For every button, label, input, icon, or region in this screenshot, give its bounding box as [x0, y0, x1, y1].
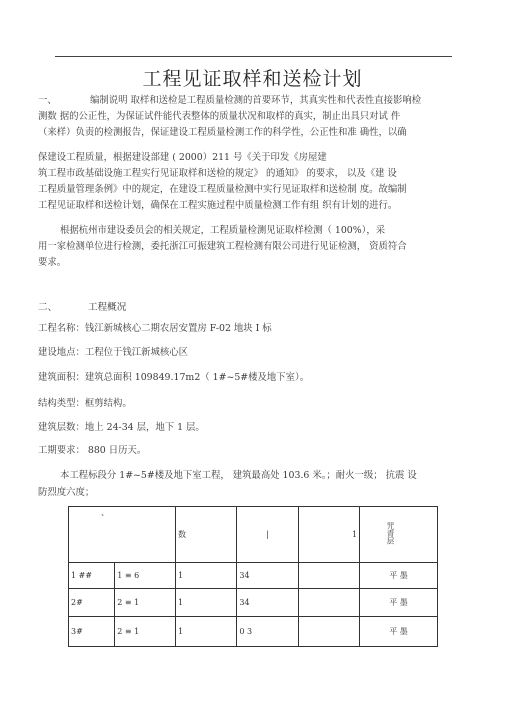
table-header-row	[69, 507, 438, 563]
page-title: 工程见证取样和送检计划	[142, 68, 363, 90]
section1-line-1: 编制说明 取样和送检是工程质量检测的首要环节，其真实性和代表性直接影响检	[90, 95, 422, 106]
table-header-cell	[115, 507, 176, 563]
table-header-cell: 1	[298, 507, 359, 563]
table-cell: 2 ≡ 1	[115, 617, 176, 647]
table-header-cell: 数	[176, 507, 237, 563]
table-row	[69, 589, 438, 617]
table-cell: 0 3	[237, 617, 299, 647]
table-cell: 1	[176, 563, 237, 589]
project-name: 工程名称：钱江新城核心二期农居安置房 F-02 地块 I 标	[38, 323, 272, 334]
section1-line-6: 工程质量管理条例》中的规定，在建设工程质量检测中实行见证取样和送检制 度。故编制	[38, 184, 407, 195]
project-location: 建设地点：工程位于钱江新城核心区	[38, 347, 189, 358]
section1-line-3: （来样）负责的检测报告，保证建设工程质量检测工作的科学性，公正性和准 确性，以确	[38, 127, 407, 138]
section1-line-8: 根据杭州市建设委员会的相关规定，工程质量检测见证取样检测（ 100%），采	[60, 225, 386, 236]
table-cell: 平 墨	[360, 617, 438, 647]
table-cell: 2#	[69, 589, 115, 617]
table-cell: 1	[176, 589, 237, 617]
table-cell: 34	[237, 589, 299, 617]
table-cell	[298, 563, 359, 589]
section2-number: 二、	[38, 302, 58, 313]
table-row	[69, 617, 438, 647]
structure-type: 结构类型：框剪结构。	[38, 398, 132, 409]
section1-line-2: 测数 据的公正性，为保证试件能代表整体的质量状况和取样的真实，制止出具只对试 件	[38, 111, 401, 122]
table-cell	[298, 589, 359, 617]
section1-line-7: 工程见证取样和送检计划，确保在工程实施过程中质量检测工作有组 织有计划的进行。	[38, 200, 398, 211]
section1-number: 一、	[38, 95, 57, 106]
table-cell	[298, 617, 359, 647]
table-cell: 1	[176, 617, 237, 647]
table-cell: 3#	[69, 617, 115, 647]
section1-line-10: 要求。	[38, 257, 67, 268]
building-table	[68, 506, 438, 647]
table-row	[69, 563, 438, 589]
section1-line-4: 保建设工程质量，根据建设部建 ( 2000）211 号《关于印发《房屋建	[38, 152, 327, 163]
section1-line-9: 用一家检测单位进行检测，委托浙江可振建筑工程检测有限公司进行见证检测， 资质符合	[38, 241, 407, 252]
section1-line-5: 筑工程市政基础设施工程实行见证取样和送检的规定》 的通知》 的要求， 以及《建 设	[38, 168, 397, 179]
table-cell: 1 ##	[69, 563, 115, 589]
table-header-cell: |	[237, 507, 299, 563]
table-cell: 平 墨	[360, 563, 438, 589]
section2-heading: 工程概况	[88, 302, 127, 313]
project-area: 建筑面积：建筑总面积 109849.17m2（ 1#~5#楼及地下室）。	[38, 372, 310, 383]
table-cell: 2 ≡ 1	[115, 589, 176, 617]
floor-count: 建筑层数：地上 24-34 层，地下 1 层。	[38, 422, 205, 433]
table-cell: 平 墨	[360, 589, 438, 617]
table-header-cell: 咒青层	[360, 507, 438, 563]
table-header-cell: 、	[69, 507, 115, 563]
table-cell: 1 ≡ 6	[115, 563, 176, 589]
section2-para-line-1: 本工程标段分 1#~5#楼及地下室工程， 建筑最高处 103.6 米。；耐火一级； 抗震 设	[60, 470, 417, 481]
schedule-requirement: 工期要求： 880 日历天。	[38, 445, 147, 456]
header-rule	[55, 56, 452, 57]
section2-para-line-2: 防烈度六度；	[38, 487, 95, 498]
table-cell: 34	[237, 563, 299, 589]
